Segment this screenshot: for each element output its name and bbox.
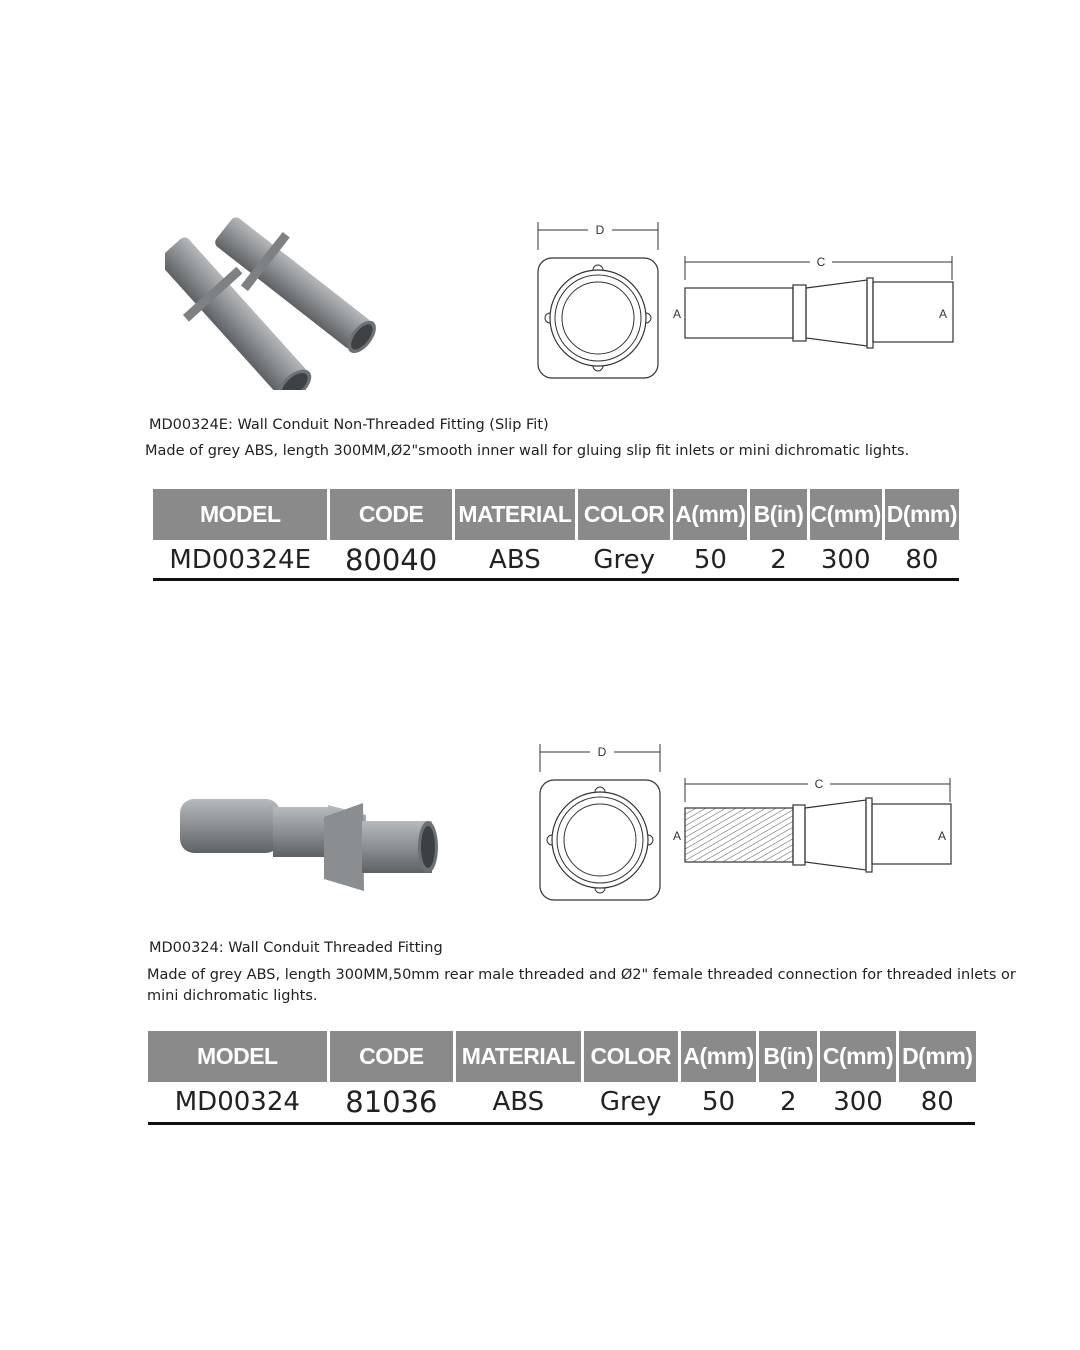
table-row [148, 1082, 976, 1122]
header-c-mm: C(mm) [820, 1031, 895, 1082]
cell-c-mm: 300 [833, 1087, 883, 1117]
cell-b-in: 2 [780, 1087, 797, 1117]
header-material: MATERIAL [455, 489, 575, 540]
cell-material: ABS [489, 545, 541, 575]
cell-c-mm: 300 [820, 545, 871, 575]
header-model: MODEL [153, 489, 327, 540]
header-b-in: B(in) [759, 1031, 817, 1082]
header-material: MATERIAL [456, 1031, 580, 1082]
dim-label-a-left: A [672, 829, 682, 843]
product-title: MD00324E: Wall Conduit Non-Threaded Fitting (Slip Fit) [149, 417, 549, 433]
spec-table-header-row [153, 489, 959, 540]
product-photo-threaded [178, 795, 438, 895]
header-a-mm: A(mm) [673, 489, 747, 540]
spec-table [150, 489, 962, 580]
header-color: COLOR [584, 1031, 678, 1082]
cell-d-mm: 80 [920, 1087, 954, 1117]
product-description: Made of grey ABS, length 300MM,Ø2"smooth inner wall for gluing slip fit inlets or mini dichromatic lights. [145, 443, 910, 459]
header-a-mm: A(mm) [681, 1031, 756, 1082]
header-d-mm: D(mm) [885, 489, 959, 540]
header-code: CODE [330, 1031, 453, 1082]
table-bottom-rule [148, 1122, 975, 1125]
cell-material: ABS [492, 1087, 545, 1117]
cell-model: MD00324E [169, 545, 312, 575]
cell-color: Grey [599, 1087, 662, 1117]
spec-table [145, 1031, 979, 1122]
cell-a-mm: 50 [701, 1087, 736, 1117]
header-d-mm: D(mm) [899, 1031, 976, 1082]
table-bottom-rule [153, 578, 959, 581]
cell-a-mm: 50 [693, 545, 727, 575]
dim-label-c: C [816, 255, 826, 269]
header-c-mm: C(mm) [810, 489, 882, 540]
cell-model: MD00324 [174, 1087, 300, 1117]
technical-drawing-threaded [530, 742, 960, 907]
cell-color: Grey [593, 545, 655, 575]
technical-drawing-slip-fit [530, 220, 960, 385]
dim-label-a-right: A [938, 307, 948, 321]
product-title: MD00324: Wall Conduit Threaded Fitting [149, 940, 443, 956]
product-description: Made of grey ABS, length 300MM,50mm rear male threaded and Ø2" female threaded connection for threaded inlets or mini dichromatic lights. [147, 967, 1016, 1004]
header-code: CODE [330, 489, 451, 540]
cell-code: 80040 [344, 543, 438, 577]
dim-label-a-left: A [672, 307, 682, 321]
dim-label-a-right: A [937, 829, 947, 843]
dim-label-c: C [814, 777, 824, 791]
dim-label-d: D [597, 745, 607, 759]
table-row [153, 540, 959, 580]
header-b-in: B(in) [750, 489, 806, 540]
product-photo-slip-fit [165, 205, 395, 390]
dim-label-d: D [595, 223, 605, 237]
cell-code: 81036 [345, 1085, 438, 1119]
cell-b-in: 2 [770, 545, 787, 575]
header-model: MODEL [148, 1031, 327, 1082]
header-color: COLOR [578, 489, 670, 540]
spec-table-header-row [148, 1031, 976, 1082]
cell-d-mm: 80 [905, 545, 939, 575]
